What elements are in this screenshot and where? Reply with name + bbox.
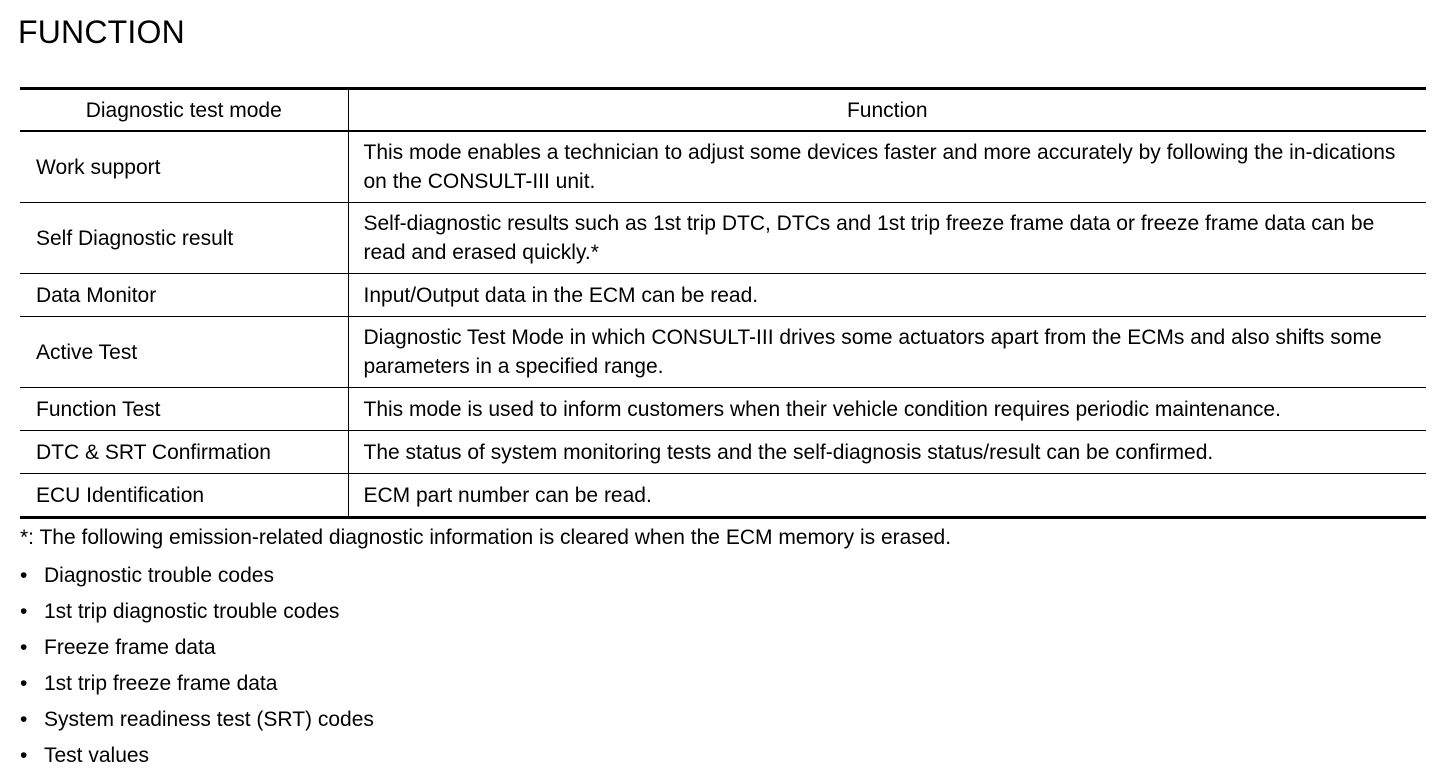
table-header-row xyxy=(20,89,1426,132)
bullet-glyph: • xyxy=(20,672,28,695)
table-row xyxy=(20,388,1426,431)
bullet-glyph: • xyxy=(20,708,28,731)
bullet-glyph: • xyxy=(20,564,28,587)
list-item-text: Freeze frame data xyxy=(44,636,216,659)
list-item-text: Test values xyxy=(44,744,150,767)
mode-cell: Work support xyxy=(20,131,348,203)
bullet-glyph: • xyxy=(20,600,28,623)
bullet-glyph: • xyxy=(20,744,28,767)
mode-cell: DTC & SRT Confirmation xyxy=(20,431,348,474)
function-cell: The status of system monitoring tests and the self-diagnosis status/result can be confirmed. xyxy=(348,431,1426,474)
mode-cell: ECU Identification xyxy=(20,474,348,518)
function-cell: ECM part number can be read. xyxy=(348,474,1426,518)
footnote: *: The following emission-related diagnostic information is cleared when the ECM memory is erased. xyxy=(20,526,952,549)
diagnostic-mode-table xyxy=(20,87,1426,519)
list-item-text: 1st trip freeze frame data xyxy=(44,672,278,695)
list-item-text: 1st trip diagnostic trouble codes xyxy=(44,600,340,623)
function-cell: Input/Output data in the ECM can be read. xyxy=(348,274,1426,317)
mode-cell: Data Monitor xyxy=(20,274,348,317)
table-row xyxy=(20,474,1426,518)
page-title: FUNCTION xyxy=(18,14,185,50)
list-item xyxy=(20,702,374,738)
list-item xyxy=(20,558,374,594)
mode-cell: Function Test xyxy=(20,388,348,431)
mode-cell: Active Test xyxy=(20,317,348,388)
cleared-info-list xyxy=(20,558,374,774)
list-item xyxy=(20,594,374,630)
bullet-glyph: • xyxy=(20,636,28,659)
mode-cell: Self Diagnostic result xyxy=(20,203,348,274)
table-row xyxy=(20,431,1426,474)
list-item-text: Diagnostic trouble codes xyxy=(44,564,274,587)
list-item xyxy=(20,630,374,666)
column-header-function: Function xyxy=(348,89,1426,132)
function-cell: This mode is used to inform customers when their vehicle condition requires periodic maintenance. xyxy=(348,388,1426,431)
list-item xyxy=(20,738,374,774)
table-row xyxy=(20,274,1426,317)
function-cell: Self-diagnostic results such as 1st trip DTC, DTCs and 1st trip freeze frame data or freeze frame data can be read and erased quickly.* xyxy=(348,203,1426,274)
table-row xyxy=(20,317,1426,388)
function-cell: Diagnostic Test Mode in which CONSULT-III drives some actuators apart from the ECMs and also shifts some parameters in a specified range. xyxy=(348,317,1426,388)
column-header-mode: Diagnostic test mode xyxy=(20,89,348,132)
table-row xyxy=(20,203,1426,274)
list-item xyxy=(20,666,374,702)
function-cell: This mode enables a technician to adjust some devices faster and more accurately by following the in-dications on the CONSULT-III unit. xyxy=(348,131,1426,203)
list-item-text: System readiness test (SRT) codes xyxy=(44,708,374,731)
table-row xyxy=(20,131,1426,203)
